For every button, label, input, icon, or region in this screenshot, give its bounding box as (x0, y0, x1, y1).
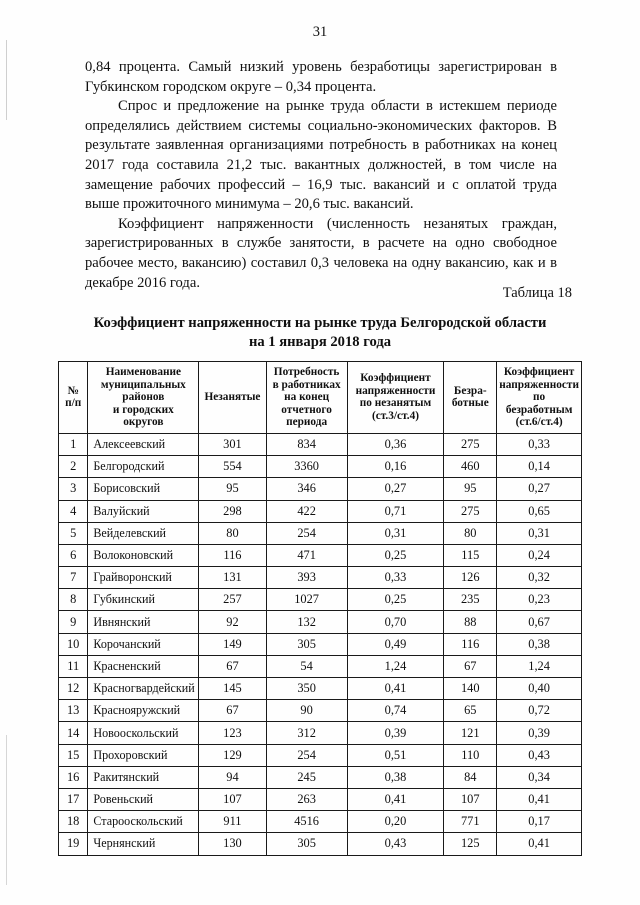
cell-coef-unemployed: 0,71 (347, 500, 444, 522)
column-header-name: Наименование муниципальных районов и городских округов (88, 362, 199, 434)
table-row (59, 633, 582, 655)
table-row (59, 522, 582, 544)
page-number: 31 (312, 24, 328, 40)
cell-need: 422 (266, 500, 347, 522)
cell-unemployed: 67 (199, 655, 266, 677)
table-row (59, 811, 582, 833)
cell-need: 245 (266, 766, 347, 788)
table-header (59, 362, 582, 434)
cell-jobless: 115 (444, 544, 497, 566)
cell-jobless: 140 (444, 678, 497, 700)
cell-number: 19 (59, 833, 88, 855)
cell-need: 471 (266, 544, 347, 566)
column-header-need: Потребность в работниках на конец отчетного периода (266, 362, 347, 434)
table-title-line-1: Коэффициент напряженности на рынке труда Белгородской области (93, 315, 547, 331)
table-row (59, 500, 582, 522)
cell-need: 263 (266, 788, 347, 810)
cell-coef-jobless: 0,67 (497, 611, 582, 633)
table-header-row (59, 362, 582, 434)
cell-jobless: 110 (444, 744, 497, 766)
cell-coef-unemployed: 0,36 (347, 433, 444, 455)
cell-coef-unemployed: 0,74 (347, 700, 444, 722)
paragraph-1: 0,84 процента. Самый низкий уровень безработицы зарегистрирован в Губкинском городском округе – 0,34 процента. (85, 59, 557, 95)
cell-number: 3 (59, 478, 88, 500)
column-header-unemployed: Незанятые (199, 362, 266, 434)
cell-coef-unemployed: 0,20 (347, 811, 444, 833)
cell-name: Белгородский (88, 456, 199, 478)
cell-unemployed: 130 (199, 833, 266, 855)
cell-name: Корочанский (88, 633, 199, 655)
cell-number: 14 (59, 722, 88, 744)
cell-coef-jobless: 0,38 (497, 633, 582, 655)
cell-coef-jobless: 0,14 (497, 456, 582, 478)
cell-coef-unemployed: 0,16 (347, 456, 444, 478)
table-row (59, 611, 582, 633)
cell-number: 17 (59, 788, 88, 810)
cell-coef-jobless: 0,72 (497, 700, 582, 722)
table-row (59, 722, 582, 744)
cell-coef-unemployed: 0,27 (347, 478, 444, 500)
scan-artifact-left-bottom (6, 735, 7, 885)
cell-coef-unemployed: 0,41 (347, 788, 444, 810)
cell-coef-jobless: 0,23 (497, 589, 582, 611)
cell-coef-jobless: 0,34 (497, 766, 582, 788)
cell-jobless: 107 (444, 788, 497, 810)
cell-unemployed: 92 (199, 611, 266, 633)
cell-unemployed: 67 (199, 700, 266, 722)
cell-jobless: 771 (444, 811, 497, 833)
cell-coef-unemployed: 0,31 (347, 522, 444, 544)
cell-unemployed: 116 (199, 544, 266, 566)
cell-unemployed: 149 (199, 633, 266, 655)
cell-need: 3360 (266, 456, 347, 478)
labor-market-tension-table (58, 361, 582, 856)
cell-coef-unemployed: 0,70 (347, 611, 444, 633)
table-title (60, 314, 580, 352)
cell-jobless: 235 (444, 589, 497, 611)
cell-need: 254 (266, 744, 347, 766)
cell-jobless: 275 (444, 500, 497, 522)
cell-name: Красненский (88, 655, 199, 677)
cell-unemployed: 298 (199, 500, 266, 522)
cell-number: 15 (59, 744, 88, 766)
table-row (59, 433, 582, 455)
cell-coef-jobless: 0,39 (497, 722, 582, 744)
table-row (59, 700, 582, 722)
cell-number: 8 (59, 589, 88, 611)
cell-name: Вейделевский (88, 522, 199, 544)
cell-name: Борисовский (88, 478, 199, 500)
cell-name: Губкинский (88, 589, 199, 611)
table-row (59, 678, 582, 700)
table-row (59, 589, 582, 611)
cell-number: 10 (59, 633, 88, 655)
table-row (59, 766, 582, 788)
cell-coef-unemployed: 0,49 (347, 633, 444, 655)
cell-need: 305 (266, 633, 347, 655)
cell-coef-unemployed: 0,51 (347, 744, 444, 766)
cell-coef-unemployed: 0,43 (347, 833, 444, 855)
cell-unemployed: 131 (199, 567, 266, 589)
cell-unemployed: 257 (199, 589, 266, 611)
cell-name: Новооскольский (88, 722, 199, 744)
cell-unemployed: 94 (199, 766, 266, 788)
cell-unemployed: 145 (199, 678, 266, 700)
column-header-coef-jobless: Коэффициент напряженности по безработным (ст.6/ст.4) (497, 362, 582, 434)
cell-name: Красногвардейский (88, 678, 199, 700)
cell-name: Прохоровский (88, 744, 199, 766)
cell-jobless: 126 (444, 567, 497, 589)
cell-unemployed: 123 (199, 722, 266, 744)
cell-number: 2 (59, 456, 88, 478)
table-row (59, 833, 582, 855)
cell-number: 12 (59, 678, 88, 700)
cell-coef-jobless: 0,41 (497, 788, 582, 810)
table-row (59, 567, 582, 589)
table-row (59, 744, 582, 766)
cell-name: Ракитянский (88, 766, 199, 788)
cell-unemployed: 80 (199, 522, 266, 544)
cell-coef-unemployed: 0,39 (347, 722, 444, 744)
cell-coef-unemployed: 0,41 (347, 678, 444, 700)
cell-name: Ровеньский (88, 788, 199, 810)
table-title-line-2: на 1 января 2018 года (248, 334, 392, 350)
table-row (59, 478, 582, 500)
cell-need: 1027 (266, 589, 347, 611)
column-header-number: № п/п (59, 362, 88, 434)
cell-jobless: 460 (444, 456, 497, 478)
cell-coef-jobless: 1,24 (497, 655, 582, 677)
cell-number: 6 (59, 544, 88, 566)
cell-number: 13 (59, 700, 88, 722)
cell-coef-jobless: 0,41 (497, 833, 582, 855)
cell-need: 350 (266, 678, 347, 700)
cell-name: Чернянский (88, 833, 199, 855)
cell-number: 4 (59, 500, 88, 522)
cell-unemployed: 301 (199, 433, 266, 455)
cell-coef-unemployed: 0,38 (347, 766, 444, 788)
cell-jobless: 275 (444, 433, 497, 455)
cell-coef-jobless: 0,33 (497, 433, 582, 455)
cell-need: 132 (266, 611, 347, 633)
paragraph-2: Спрос и предложение на рынке труда области в истекшем периоде определялись действием системы социально-экономических факторов. В результате заявленная организациями потребность в работниках на конец 2017 года составила 21,2 тыс. вакантных должностей, в том числе на замещение рабочих профессий – 16,9 тыс. вакансий и с оплатой труда выше прожиточного минимума – 20,6 тыс. вакансий. (85, 98, 557, 213)
cell-number: 16 (59, 766, 88, 788)
cell-coef-jobless: 0,43 (497, 744, 582, 766)
cell-coef-jobless: 0,65 (497, 500, 582, 522)
cell-need: 393 (266, 567, 347, 589)
cell-name: Волоконовский (88, 544, 199, 566)
paragraph-3: Коэффициент напряженности (численность незанятых граждан, зарегистрированных в службе занятости, в расчете на одно свободное рабочее место, вакансию) составил 0,3 человека на одну вакансию, как и в декабре 2016 года. (85, 215, 557, 291)
cell-need: 54 (266, 655, 347, 677)
cell-jobless: 95 (444, 478, 497, 500)
table-row (59, 456, 582, 478)
cell-name: Ивнянский (88, 611, 199, 633)
cell-need: 90 (266, 700, 347, 722)
cell-number: 7 (59, 567, 88, 589)
cell-need: 834 (266, 433, 347, 455)
cell-coef-unemployed: 0,25 (347, 589, 444, 611)
cell-jobless: 116 (444, 633, 497, 655)
cell-jobless: 80 (444, 522, 497, 544)
cell-coef-jobless: 0,32 (497, 567, 582, 589)
column-header-jobless: Безра- ботные (444, 362, 497, 434)
cell-unemployed: 554 (199, 456, 266, 478)
cell-jobless: 125 (444, 833, 497, 855)
cell-number: 9 (59, 611, 88, 633)
cell-unemployed: 129 (199, 744, 266, 766)
body-text (85, 58, 557, 293)
cell-coef-unemployed: 1,24 (347, 655, 444, 677)
cell-jobless: 121 (444, 722, 497, 744)
cell-need: 346 (266, 478, 347, 500)
cell-name: Старооскольский (88, 811, 199, 833)
cell-unemployed: 95 (199, 478, 266, 500)
cell-jobless: 88 (444, 611, 497, 633)
cell-name: Валуйский (88, 500, 199, 522)
cell-need: 305 (266, 833, 347, 855)
cell-number: 18 (59, 811, 88, 833)
cell-coef-jobless: 0,24 (497, 544, 582, 566)
table-caption: Таблица 18 (502, 285, 572, 301)
column-header-coef-unemployed: Коэффициент напряженности по незанятым (ст.3/ст.4) (347, 362, 444, 434)
table-row (59, 544, 582, 566)
cell-unemployed: 107 (199, 788, 266, 810)
cell-coef-jobless: 0,17 (497, 811, 582, 833)
cell-coef-jobless: 0,31 (497, 522, 582, 544)
cell-name: Краснояружский (88, 700, 199, 722)
table-body (59, 433, 582, 855)
cell-coef-unemployed: 0,25 (347, 544, 444, 566)
cell-unemployed: 911 (199, 811, 266, 833)
cell-number: 1 (59, 433, 88, 455)
table-row (59, 655, 582, 677)
cell-need: 4516 (266, 811, 347, 833)
cell-jobless: 67 (444, 655, 497, 677)
cell-number: 5 (59, 522, 88, 544)
cell-name: Алексеевский (88, 433, 199, 455)
table-row (59, 788, 582, 810)
cell-name: Грайворонский (88, 567, 199, 589)
cell-number: 11 (59, 655, 88, 677)
cell-coef-jobless: 0,27 (497, 478, 582, 500)
cell-coef-jobless: 0,40 (497, 678, 582, 700)
cell-coef-unemployed: 0,33 (347, 567, 444, 589)
scan-artifact-left-top (6, 40, 7, 120)
cell-need: 254 (266, 522, 347, 544)
cell-need: 312 (266, 722, 347, 744)
cell-jobless: 84 (444, 766, 497, 788)
cell-jobless: 65 (444, 700, 497, 722)
